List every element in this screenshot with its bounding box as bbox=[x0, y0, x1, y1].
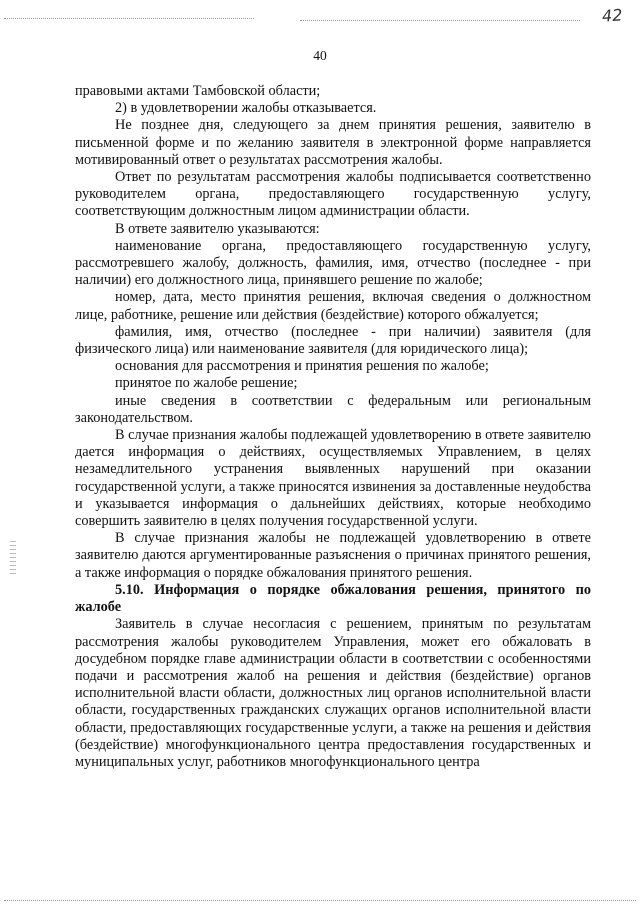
section-heading: 5.10. Информация о порядке обжалования решения, принятого по жалобе bbox=[75, 581, 591, 616]
paragraph: Не позднее дня, следующего за днем принятия решения, заявителю в письменной форме и по желанию заявителя в электронной форме направляется мотивированный ответ о результатах рассмотрения жалобы. bbox=[75, 117, 591, 168]
list-item: иные сведения в соответствии с федеральным или региональным законодательством. bbox=[75, 392, 591, 426]
paragraph: В случае признания жалобы не подлежащей удовлетворению в ответе заявителю даются аргументированные разъяснения о причинах принятого решения, а также информация о порядке обжалования принятого решения. bbox=[75, 530, 591, 581]
list-item: принятое по жалобе решение; bbox=[115, 375, 298, 392]
scan-artifact-margin bbox=[10, 540, 16, 574]
list-item: фамилия, имя, отчество (последнее - при наличии) заявителя (для физического лица) или наименование заявителя (для юридического лица); bbox=[75, 323, 591, 358]
handwritten-sheet-number: 42 bbox=[601, 5, 623, 26]
scan-artifact-top-right bbox=[300, 20, 580, 21]
scan-artifact-bottom bbox=[4, 900, 636, 901]
paragraph: 2) в удовлетворении жалобы отказывается. bbox=[115, 100, 377, 117]
scan-artifact-top-left bbox=[4, 18, 254, 19]
paragraph: Заявитель в случае несогласия с решением, принятым по результатам рассмотрения жалобы руководителем Управления, может его обжаловать в досудебном порядке главе администрации области в соответствии с особенностями подачи и рассмотрения жалоб на решения и действия (бездействие) органов исполнительной власти области, должностных лиц органов исполнительной власти области, государственных гражданских служащих органов исполнительной власти области, предоставляющих государственные услуги, а также на решения и действия (бездействие) многофункционального центра предоставления государственных и муниципальных услуг, работников многофункционального центра bbox=[75, 616, 591, 770]
list-item: наименование органа, предоставляющего государственную услугу, рассмотревшего жалобу, должность, фамилия, имя, отчество (последнее - при наличии) его должностного лица, принявшего решение по жалобе; bbox=[75, 237, 591, 289]
page-number: 40 bbox=[313, 48, 327, 63]
list-item: основания для рассмотрения и принятия решения по жалобе; bbox=[115, 358, 489, 375]
list-item: номер, дата, место принятия решения, включая сведения о должностном лице, работнике, решение или действия (бездействие) которого обжалуется; bbox=[75, 289, 591, 323]
paragraph: Ответ по результатам рассмотрения жалобы подписывается соответственно руководителем органа, предоставляющего государственную услугу, соответствующим должностным лицом администрации области. bbox=[75, 169, 591, 220]
document-body bbox=[75, 83, 591, 771]
paragraph: В случае признания жалобы подлежащей удовлетворению в ответе заявителю дается информация о действиях, осуществляемых Управлением, в целях незамедлительного устранения выявленных нарушений при оказании государственной услуги, а также приносятся извинения за доставленные неудобства и указывается информация о дальнейших действиях, которые необходимо совершить заявителю в целях получения государственной услуги. bbox=[75, 427, 591, 530]
paragraph: правовыми актами Тамбовской области; bbox=[75, 83, 321, 99]
paragraph: В ответе заявителю указываются: bbox=[115, 220, 320, 237]
